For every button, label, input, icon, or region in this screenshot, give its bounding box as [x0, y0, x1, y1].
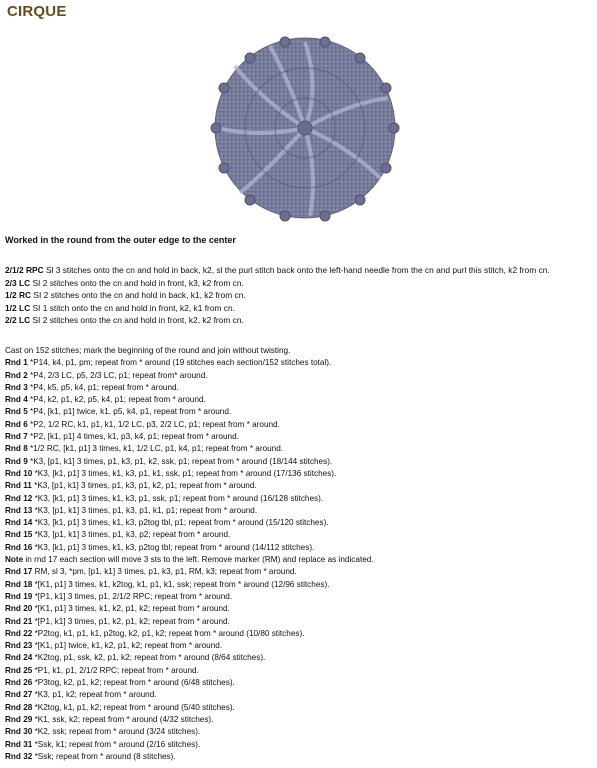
row-label: Rnd 25	[5, 665, 33, 675]
row-label: Rnd 11	[5, 481, 32, 491]
row-label: Rnd 1	[5, 358, 28, 368]
abbreviation-item	[5, 314, 550, 327]
row-label: Rnd 30	[5, 727, 33, 737]
row-label: Rnd 14	[5, 518, 33, 528]
instruction-row	[5, 406, 374, 418]
row-text: *P4, k5, p5, k4, p1; repeat from * around.	[27, 382, 179, 392]
instruction-row	[5, 714, 374, 726]
instruction-row	[5, 726, 374, 738]
instruction-row	[5, 554, 374, 566]
row-text: *[K1, p1] 3 times, k1, k2, p1, k2; repeat from * around.	[32, 604, 230, 614]
row-label: Rnd 13	[5, 505, 33, 515]
row-label: Rnd 17	[5, 567, 33, 577]
row-text: *P2tog, k1, p1, k1, p2tog, k2, p1, k2; repeat from * around (10/80 stitches).	[32, 628, 305, 638]
instruction-row	[5, 591, 374, 603]
instruction-row	[5, 542, 374, 554]
abbreviation-item	[5, 277, 550, 290]
instruction-row	[5, 394, 374, 406]
instruction-row	[5, 702, 374, 714]
row-text: *K2tog, p1, ssk, k2, p1, k2; repeat from * around (8/64 stitches).	[32, 653, 266, 663]
instruction-row	[5, 652, 374, 664]
instruction-row	[5, 357, 374, 369]
abbreviation-item	[5, 289, 550, 302]
abbreviation-desc: SI 2 stitches onto the cn and hold in front, k3, k2 from cn.	[32, 277, 244, 288]
abbreviation-term: 2/2 LC	[5, 315, 31, 326]
abbreviation-item	[5, 302, 550, 315]
row-text: *[K1, p1] twice, k1, k2, p1, k2; repeat from * around.	[32, 641, 223, 651]
abbreviation-term: 2/3 LC	[5, 277, 31, 288]
instruction-row	[5, 493, 374, 505]
row-text: *P3tog, k2, p1, k2; repeat from * around (6/48 stitches).	[32, 678, 235, 688]
row-label: Rnd 22	[5, 628, 33, 638]
abbreviation-term: 1/2 LC	[5, 302, 31, 313]
page-title: CIRQUE	[7, 3, 67, 20]
instruction-row	[5, 739, 374, 751]
instruction-row	[5, 468, 374, 480]
row-label: Rnd 27	[5, 690, 33, 700]
row-label: Rnd 16	[5, 542, 33, 552]
row-label: Note	[5, 555, 24, 565]
instruction-row	[5, 382, 374, 394]
instruction-row	[5, 443, 374, 455]
instruction-row	[5, 628, 374, 640]
row-label: Rnd 5	[5, 407, 28, 417]
row-text: *K3, p1, k2; repeat from * around.	[32, 690, 157, 700]
row-label: Rnd 18	[5, 579, 33, 589]
instruction-row	[5, 566, 374, 578]
instruction-row	[5, 505, 374, 517]
row-label: Rnd 3	[5, 382, 28, 392]
row-label: Rnd 12	[5, 493, 33, 503]
row-text: *P2, 1/2 RC, k1, p1, k1, 1/2 LC, p3, 2/2 LC, p1; repeat from * around.	[27, 419, 280, 429]
instruction-row	[5, 345, 374, 357]
row-label: Rnd 19	[5, 591, 33, 601]
row-label: Rnd 10	[5, 468, 33, 478]
instruction-row	[5, 677, 374, 689]
instruction-row	[5, 419, 374, 431]
row-text: *P4, k2, p1, k2, p5, k4, p1; repeat from * around.	[27, 395, 206, 405]
row-text: *P14, k4, p1, pm; repeat from * around (19 stitches each section/152 stitches total).	[27, 358, 332, 368]
row-text: *K3, [p1, k1] 3 times, p1, k3, p1, k1, p1; repeat from * around.	[32, 505, 258, 515]
instruction-row	[5, 640, 374, 652]
instruction-row	[5, 517, 374, 529]
instruction-row	[5, 431, 374, 443]
abbreviation-desc: SI 2 stitches onto the cn and hold in front, k2, k2 from cn.	[32, 315, 244, 326]
row-label: Rnd 21	[5, 616, 33, 626]
row-text: *K3, [p1, k1] 3 times, p1, k3, p2; repeat from * around.	[32, 530, 231, 540]
row-text: *K3, [k1, p1] 3 times, k1, k3, p2tog tbl, p1; repeat from * around (15/120 stitches).	[32, 518, 329, 528]
row-label: Rnd 20	[5, 604, 33, 614]
instruction-row	[5, 751, 374, 763]
row-text: *Ssk; repeat from * around (8 stitches).	[32, 751, 176, 761]
row-text: *K2, ssk; repeat from * around (3/24 stitches).	[32, 727, 201, 737]
row-label: Rnd 4	[5, 395, 28, 405]
row-text: *K1, ssk, k2; repeat from * around (4/32 stitches).	[32, 714, 214, 724]
row-text: RM, sl 3, *pm, [p1, k1] 3 times, p1, k3, p1, RM, k3; repeat from * around.	[32, 567, 297, 577]
row-label: Rnd 31	[5, 739, 33, 749]
abbreviation-item	[5, 264, 550, 277]
instruction-row	[5, 529, 374, 541]
instruction-row	[5, 689, 374, 701]
row-text: *1/2 RC, [k1, p1] 3 times, k1, 1/2 LC, p1, k4, p1; repeat from * around.	[27, 444, 284, 454]
row-text: Cast on 152 stitches; mark the beginning of the round and join without twisting.	[5, 346, 291, 355]
row-text: *K3, [p1, k1] 3 times, p1, k3, p1, k2, p1; repeat from * around.	[31, 481, 257, 491]
abbreviation-term: 1/2 RC	[5, 290, 32, 301]
instruction-row	[5, 665, 374, 677]
instruction-row	[5, 370, 374, 382]
row-text: *K2tog, k1, p1, k2; repeat from * around (5/40 stitches).	[32, 702, 235, 712]
knitted-beret-image	[200, 28, 410, 228]
row-text: *[P1, k1] 3 times, p1, 2/1/2 RPC; repeat from * around.	[32, 591, 233, 601]
row-label: Rnd 24	[5, 653, 33, 663]
row-text: *K3, [p1, k1] 3 times, p1, k3, p1, k2, ssk, p1; repeat from * around (18/144 stitches).	[27, 456, 333, 466]
pattern-subtitle: Worked in the round from the outer edge to the center	[5, 235, 236, 245]
row-label: Rnd 7	[5, 432, 28, 442]
instruction-row	[5, 456, 374, 468]
row-text: *P2, [k1, p1] 4 times, k1, p3, k4, p1; repeat from * around.	[27, 432, 239, 442]
row-label: Rnd 2	[5, 370, 28, 380]
instruction-list	[5, 345, 374, 763]
row-label: Rnd 8	[5, 444, 28, 454]
row-text: *[K1, p1] 3 times, k1, k2tog, k1, p1, k1, ssk; repeat from * around (12/96 stitches).	[32, 579, 330, 589]
row-label: Rnd 6	[5, 419, 28, 429]
abbreviation-list	[5, 264, 550, 327]
abbreviation-desc: Sl 3 stitches onto the cn and hold in back, k2, sl the purl stitch back onto the left-hand needle from the cn and purl this stitch, k2 from cn.	[45, 265, 550, 275]
row-label: Rnd 9	[5, 456, 28, 466]
row-text: *K3, [k1, p1] 3 times, k1, k3, p1, ssk, p1; repeat from * around (16/128 stitches).	[32, 493, 324, 503]
instruction-row	[5, 579, 374, 591]
row-text: *K3, [k1, p1] 3 times, k1, k3, p2tog tbl; repeat from * around (14/112 stitches).	[32, 542, 315, 552]
row-label: Rnd 29	[5, 714, 33, 724]
abbreviation-term: 2/1/2 RPC	[5, 265, 44, 275]
row-text: *Ssk, k1; repeat from * around (2/16 stitches).	[32, 739, 201, 749]
row-label: Rnd 23	[5, 641, 33, 651]
row-label: Rnd 28	[5, 702, 33, 712]
abbreviation-desc: SI 1 stitch onto the cn and hold in front, k2, k1 from cn.	[32, 302, 235, 313]
instruction-row	[5, 480, 374, 492]
row-label: Rnd 15	[5, 530, 33, 540]
instruction-row	[5, 603, 374, 615]
row-text: *P4, 2/3 LC, p5, 2/3 LC, p1; repeat from* around.	[27, 370, 208, 380]
row-text: *P1, k1, p1, 2/1/2 RPC; repeat from * around.	[32, 665, 199, 675]
abbreviation-desc: SI 2 stitches onto the cn and hold in back, k1, k2 from cn.	[33, 290, 246, 301]
row-text: in rnd 17 each section will move 3 sts to the left. Remove marker (RM) and replace as indicated.	[23, 555, 374, 565]
row-label: Rnd 32	[5, 751, 33, 761]
beret-photo	[200, 28, 410, 228]
row-label: Rnd 26	[5, 678, 33, 688]
row-text: *[P1, k1] 3 times, p1, k2, p1, k2; repeat from * around.	[32, 616, 230, 626]
row-text: *K3, [k1, p1] 3 times, k1, k3, p1, k1, ssk, p1; repeat from * around (17/136 stitches).	[32, 468, 337, 478]
instruction-row	[5, 616, 374, 628]
row-text: *P4, [k1, p1] twice, k1, p5, k4, p1, repeat from * around.	[27, 407, 232, 417]
